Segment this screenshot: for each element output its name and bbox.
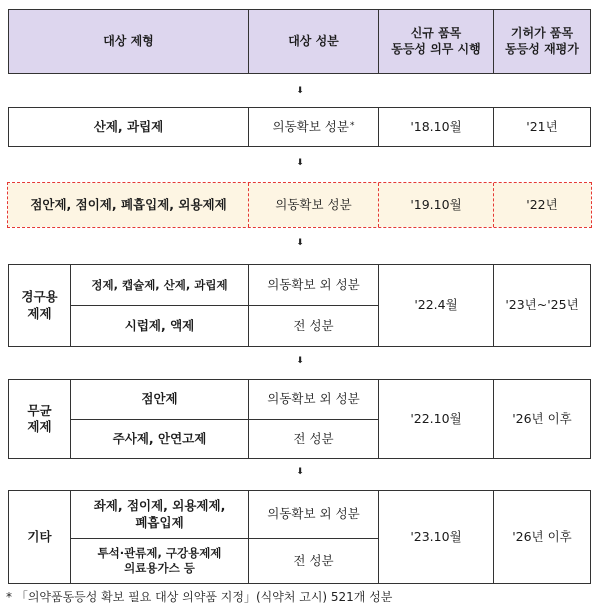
row1-dosage-form bbox=[8, 107, 249, 147]
row2-reeval-text: '22년 bbox=[526, 196, 558, 212]
group-oral-reeval bbox=[493, 264, 591, 347]
group-other-reeval-text: '26년 이후 bbox=[512, 528, 572, 544]
header-new-item-line2: 동등성 의무 시행 bbox=[391, 41, 481, 56]
group-oral-new-date bbox=[378, 264, 494, 347]
group-other-category bbox=[8, 490, 71, 584]
group-other-sub2-form bbox=[70, 538, 249, 584]
row1-new-date bbox=[378, 107, 494, 147]
header-ingredient-label: 대상 성분 bbox=[288, 33, 339, 48]
highlight-dashed-outline bbox=[7, 182, 592, 228]
group-oral-sub2-ingredient-text: 전 성분 bbox=[293, 317, 334, 333]
row1-reeval bbox=[493, 107, 591, 147]
header-new-item-line1: 신규 품목 bbox=[410, 25, 462, 40]
group-sterile-category-line1: 무균 bbox=[27, 402, 52, 418]
row1-dosage-form-text: 산제, 과립제 bbox=[93, 118, 164, 134]
group-oral-sub1-ingredient-text: 의동확보 외 성분 bbox=[267, 276, 360, 292]
row2-ingredient-text: 의동확보 성분 bbox=[275, 196, 352, 212]
group-sterile-sub2-ingredient bbox=[248, 419, 379, 459]
group-sterile-sub2-form bbox=[70, 419, 249, 459]
group-sterile-sub2-form-text: 주사제, 안연고제 bbox=[112, 430, 207, 446]
down-arrow-icon: ⬇ bbox=[296, 238, 304, 248]
group-other-new-date-text: '23.10월 bbox=[410, 528, 462, 544]
header-new-item bbox=[378, 9, 494, 74]
group-other-reeval bbox=[493, 490, 591, 584]
group-oral-sub1-ingredient bbox=[248, 264, 379, 306]
header-existing-item-line2: 동등성 재평가 bbox=[505, 41, 579, 56]
row2-new-date-text: '19.10월 bbox=[410, 196, 462, 212]
group-other-sub1-ingredient-text: 의동확보 외 성분 bbox=[267, 506, 360, 522]
group-sterile-reeval bbox=[493, 379, 591, 459]
group-oral-category bbox=[8, 264, 71, 347]
group-sterile-sub1-ingredient-text: 의동확보 외 성분 bbox=[267, 391, 360, 407]
group-sterile-new-date-text: '22.10월 bbox=[410, 410, 462, 426]
group-sterile-reeval-text: '26년 이후 bbox=[512, 410, 572, 426]
group-sterile-new-date bbox=[378, 379, 494, 459]
row1-reeval-text: '21년 bbox=[526, 118, 558, 134]
group-oral-sub2-form-text: 시럽제, 액제 bbox=[124, 317, 195, 333]
group-other-category-text: 기타 bbox=[27, 528, 52, 544]
group-sterile-sub1-ingredient bbox=[248, 379, 379, 420]
group-sterile-sub2-ingredient-text: 전 성분 bbox=[293, 430, 334, 446]
group-other-sub1-form-line2: 폐흡입제 bbox=[135, 514, 184, 530]
down-arrow-icon: ⬇ bbox=[296, 356, 304, 366]
group-sterile-sub1-form-text: 점안제 bbox=[141, 391, 178, 407]
down-arrow-icon: ⬇ bbox=[296, 158, 304, 168]
down-arrow-icon: ⬇ bbox=[296, 86, 304, 96]
group-sterile-category-line2: 제제 bbox=[27, 419, 52, 434]
group-other-sub1-form-line1: 좌제, 점이제, 외용제제, bbox=[93, 498, 226, 514]
row2-dosage-form-text: 점안제, 점이제, 폐흡입제, 외용제제 bbox=[30, 196, 227, 212]
footnote-marker: * bbox=[349, 121, 355, 132]
group-other-sub1-ingredient bbox=[248, 490, 379, 539]
header-existing-item bbox=[493, 9, 591, 74]
group-other-sub2-form-line2: 의료용가스 등 bbox=[124, 561, 195, 575]
header-ingredient bbox=[248, 9, 379, 74]
group-oral-reeval-text: '23년~'25년 bbox=[505, 297, 579, 313]
group-other-new-date bbox=[378, 490, 494, 584]
group-oral-category-line2: 제제 bbox=[27, 305, 52, 321]
group-other-sub2-form-line1: 투석·관류제, 구강용제제 bbox=[97, 546, 222, 561]
group-oral-category-line1: 경구용 bbox=[21, 289, 58, 305]
down-arrow-icon: ⬇ bbox=[296, 467, 304, 477]
group-other-sub2-ingredient bbox=[248, 538, 379, 584]
group-oral-new-date-text: '22.4월 bbox=[414, 297, 458, 313]
header-dosage-form bbox=[8, 9, 249, 74]
row1-ingredient-text: 의동확보 성분 bbox=[272, 118, 349, 134]
group-oral-sub1-form bbox=[70, 264, 249, 306]
group-oral-sub1-form-text: 정제, 캡슐제, 산제, 과립제 bbox=[91, 277, 228, 292]
group-other-sub2-ingredient-text: 전 성분 bbox=[293, 552, 334, 568]
group-other-sub1-form bbox=[70, 490, 249, 539]
row1-new-date-text: '18.10월 bbox=[410, 118, 462, 134]
group-sterile-category bbox=[8, 379, 71, 459]
row1-ingredient bbox=[248, 107, 379, 147]
footnote: * 「의약품동등성 확보 필요 대상 의약품 지정」(식약처 고시) 521개 성분 bbox=[6, 590, 393, 604]
group-sterile-sub1-form bbox=[70, 379, 249, 420]
header-dosage-form-label: 대상 제형 bbox=[103, 33, 154, 48]
group-oral-sub2-form bbox=[70, 305, 249, 347]
header-existing-item-line1: 기허가 품목 bbox=[510, 25, 574, 40]
group-oral-sub2-ingredient bbox=[248, 305, 379, 347]
